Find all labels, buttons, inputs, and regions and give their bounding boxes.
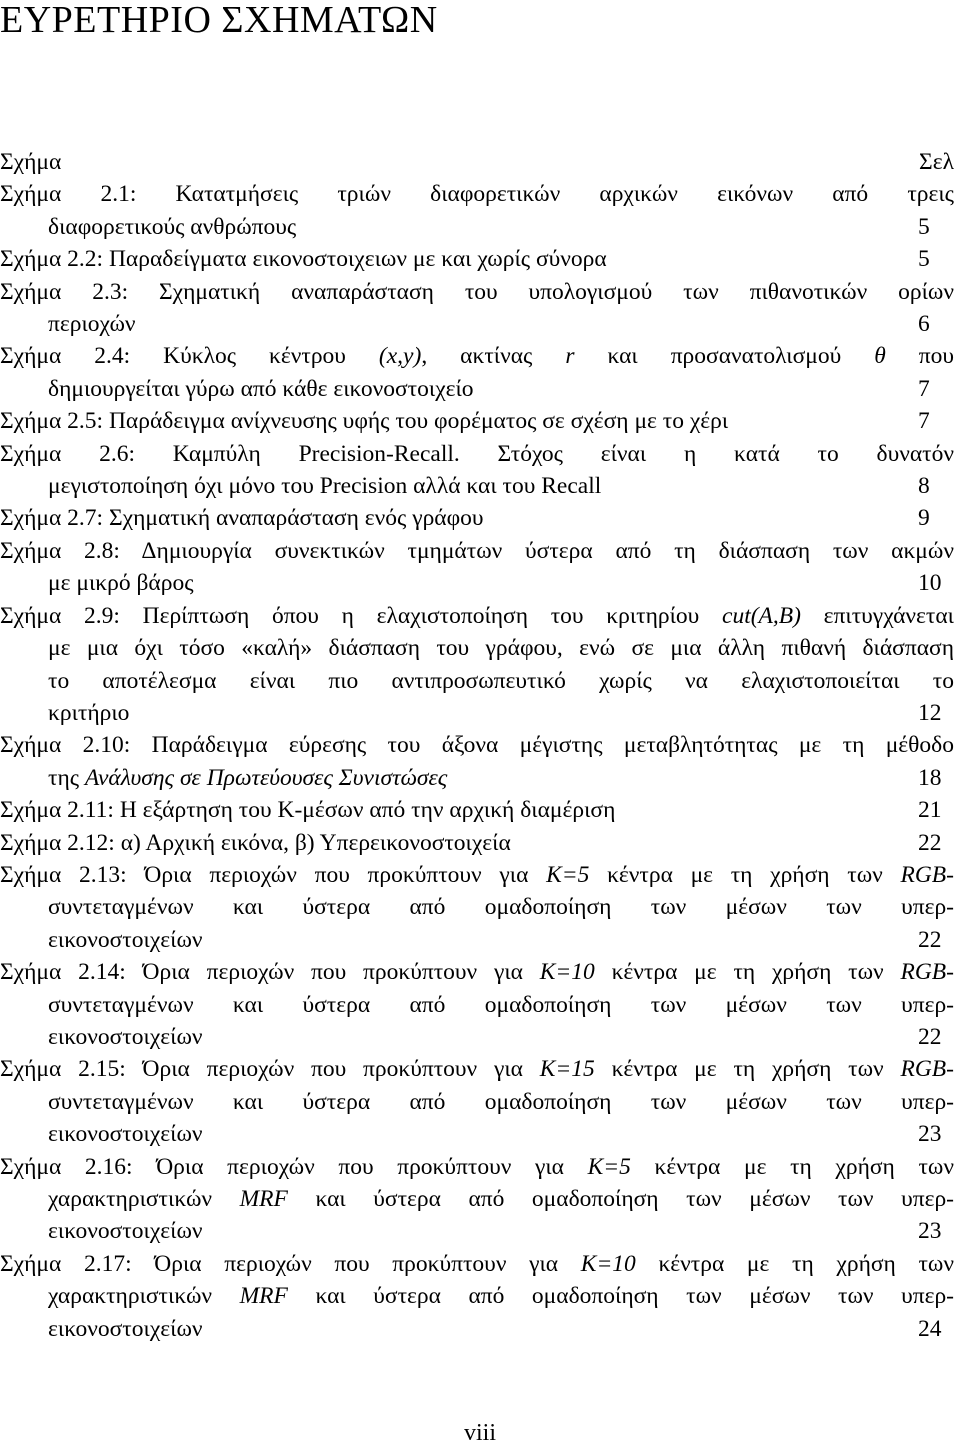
figure-entry-2-16 [0,1151,954,1248]
entry-line: χαρακτηριστικών MRF και ύστερα από ομαδοποίηση των μέσων των υπερ- [48,1283,954,1310]
entry-page-number: 23 [918,1218,942,1245]
entry-text: με μικρό βάρος [48,570,194,597]
entry-text: εικονοστοιχείων [48,926,203,953]
entry-text: διαφορετικούς ανθρώπους [48,213,297,240]
entry-page-number: 21 [918,797,942,824]
entry-text: εικονοστοιχείων [48,1218,203,1245]
entry-text: περιοχών [48,311,136,338]
page-number: viii [463,1420,496,1446]
figure-entry-2-1 [0,178,954,243]
figure-index [0,146,954,1345]
entry-page-number: 8 [918,473,930,500]
entry-list [0,178,954,1345]
entry-line: Σχήμα 2.9: Περίπτωση όπου η ελαχιστοποίηση του κριτηρίου cut(A,B) επιτυγχάνεται [0,602,954,629]
entry-page-number: 22 [918,1023,942,1050]
entry-last-line [0,405,954,437]
entry-page-number: 18 [918,764,942,791]
entry-line: Σχήμα 2.13: Όρια περιοχών που προκύπτουν για K=5 κέντρα με τη χρήση των RGB- [0,861,954,888]
entry-last-line [0,1021,954,1053]
figure-entry-2-11 [0,794,954,826]
entry-line: Σχήμα 2.14: Όρια περιοχών που προκύπτουν για K=10 κέντρα με τη χρήση των RGB- [0,959,954,986]
entry-line: Σχήμα 2.1: Κατατμήσεις τριών διαφορετικών αρχικών εικόνων από τρεις [0,181,954,208]
entry-last-line [0,211,954,243]
entry-page-number: 23 [918,1121,942,1148]
entry-last-line [0,827,954,859]
entry-line: Σχήμα 2.3: Σχηματική αναπαράσταση του υπολογισμού των πιθανοτικών ορίων [0,278,954,305]
entry-line: συντεταγμένων και ύστερα από ομαδοποίηση των μέσων των υπερ- [48,894,954,921]
entry-line: Σχήμα 2.16: Όρια περιοχών που προκύπτουν για K=5 κέντρα με τη χρήση των [0,1153,954,1180]
entry-page-number: 7 [918,408,930,435]
figure-entry-2-5 [0,405,954,437]
figure-entry-2-14 [0,956,954,1053]
entry-last-line [0,308,954,340]
figure-entry-2-4 [0,340,954,405]
figure-entry-2-13 [0,859,954,956]
entry-last-line [0,924,954,956]
figure-entry-2-2 [0,243,954,275]
page-title: ΕΥΡΕΤΗΡΙΟ ΣΧΗΜΑΤΩΝ [0,0,438,41]
entry-line: το αποτέλεσμα είναι πιο αντιπροσωπευτικό χωρίς να ελαχιστοποιείται το [48,667,954,694]
entry-text: μεγιστοποίηση όχι μόνο του Precision αλλά και του Recall [48,473,602,500]
entry-line: Σχήμα 2.17: Όρια περιοχών που προκύπτουν για K=10 κέντρα με τη χρήση των [0,1250,954,1277]
figure-entry-2-10 [0,729,954,794]
figure-entry-2-12 [0,827,954,859]
entry-last-line [0,1215,954,1247]
entry-last-line [0,762,954,794]
entry-page-number: 7 [918,375,930,402]
entry-line: συντεταγμένων και ύστερα από ομαδοποίηση των μέσων των υπερ- [48,991,954,1018]
figure-entry-2-6 [0,438,954,503]
entry-line: Σχήμα 2.4: Κύκλος κέντρου (x,y), ακτίνας r και προσανατολισμού θ που [0,343,954,370]
entry-line: χαρακτηριστικών MRF και ύστερα από ομαδοποίηση των μέσων των υπερ- [48,1186,954,1212]
entry-last-line [0,502,954,534]
figure-entry-2-15 [0,1053,954,1150]
entry-page-number: 5 [918,246,930,273]
index-header [0,146,954,178]
entry-text: Σχήμα 2.2: Παραδείγματα εικονοστοιχειων με και χωρίς σύνορα [0,246,607,273]
figure-entry-2-8 [0,535,954,600]
figure-entry-2-9 [0,600,954,730]
entry-last-line [0,697,954,729]
entry-text: Σχήμα 2.12: α) Αρχική εικόνα, β) Υπερεικονοστοιχεία [0,829,511,856]
entry-page-number: 22 [918,829,942,856]
entry-text: εικονοστοιχείων [48,1023,203,1050]
entry-line: Σχήμα 2.10: Παράδειγμα εύρεσης του άξονα μέγιστης μεταβλητότητας με τη μέθοδο [0,732,954,759]
entry-last-line [0,1313,954,1345]
entry-text: εικονοστοιχείων [48,1315,203,1342]
entry-last-line [0,567,954,599]
entry-text: της Ανάλυσης σε Πρωτεύουσες Συνιστώσες [48,764,448,791]
entry-text: εικονοστοιχείων [48,1121,203,1148]
entry-page-number: 24 [918,1315,942,1342]
entry-text: κριτήριο [48,699,130,726]
entry-text: Σχήμα 2.7: Σχηματική αναπαράσταση ενός γράφου [0,505,484,532]
entry-line: με μια όχι τόσο «καλή» διάσπαση του γράφου, ενώ σε μια άλλη πιθανή διάσπαση [48,635,954,662]
entry-text: Σχήμα 2.5: Παράδειγμα ανίχνευσης υφής του φορέματος σε σχέση με το χέρι [0,408,729,435]
page-column-header: Σελ [919,149,954,175]
entry-page-number: 9 [918,505,930,532]
figure-entry-2-17 [0,1248,954,1345]
figure-entry-2-3 [0,276,954,341]
entry-last-line [0,470,954,502]
entry-page-number: 12 [918,699,942,726]
entry-line: Σχήμα 2.15: Όρια περιοχών που προκύπτουν για K=15 κέντρα με τη χρήση των RGB- [0,1056,954,1083]
figure-column-header: Σχήμα [0,149,62,175]
entry-text: δημιουργείται γύρω από κάθε εικονοστοιχείο [48,375,474,402]
entry-page-number: 22 [918,926,942,953]
entry-page-number: 6 [918,311,930,338]
entry-last-line [0,794,954,826]
entry-page-number: 5 [918,213,930,240]
entry-line: Σχήμα 2.8: Δημιουργία συνεκτικών τμημάτων ύστερα από τη διάσπαση των ακμών [0,537,954,564]
entry-last-line [0,243,954,275]
entry-page-number: 10 [918,570,942,597]
entry-last-line [0,1118,954,1150]
entry-text: Σχήμα 2.11: Η εξάρτηση του Κ-μέσων από την αρχική διαμέριση [0,797,616,824]
entry-last-line [0,373,954,405]
entry-line: Σχήμα 2.6: Καμπύλη Precision-Recall. Στόχος είναι η κατά το δυνατόν [0,440,954,467]
entry-line: συντεταγμένων και ύστερα από ομαδοποίηση των μέσων των υπερ- [48,1088,954,1115]
figure-entry-2-7 [0,502,954,534]
